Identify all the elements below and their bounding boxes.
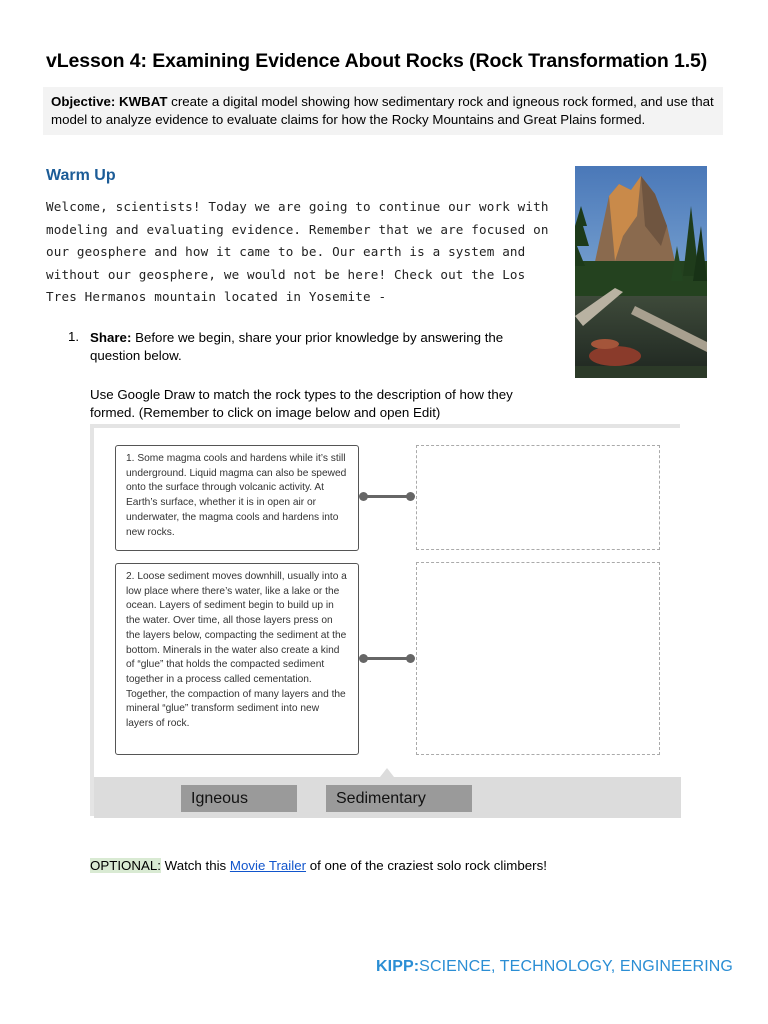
answer-drop-zone-1[interactable] — [416, 445, 660, 550]
description-card-1[interactable]: 1. Some magma cools and hardens while it’s still underground. Liquid magma can also be spewed onto the surface through volcanic activity. At Earth’s surface, whether it is in open air or underwater, the magma cools and hardens into new rocks. — [115, 445, 359, 551]
kipp-footer-logo — [376, 958, 733, 976]
footer-brand: KIPP: — [376, 958, 420, 975]
yosemite-photo-illustration — [575, 166, 707, 378]
objective-box — [43, 87, 723, 135]
question-label: Share: — [90, 330, 132, 345]
description-card-2[interactable]: 2. Loose sediment moves downhill, usually into a low place where there’s water, like a lake or the ocean. Layers of sediment begin to build up in the water. Over time, all those layers press on the layers below, compacting the sediment at the bottom. Minerals in the water also create a kind of “glue” that holds the compacted sediment together in a process called cementation. Together, the compaction of many layers and the mineral “glue” transform sediment into new layers of rock. — [115, 563, 359, 755]
warm-up-body: Welcome, scientists! Today we are going to continue our work with modeling and evaluating evidence. Remember that we are focused on our geosphere and how it came to be. Our earth is a system and without our geosphere, we would not be here! Check out the Los Tres Hermanos mountain located in Yosemite - — [46, 199, 549, 305]
question-number: 1. — [68, 329, 80, 344]
connector-end-dot-2[interactable] — [406, 654, 415, 663]
footer-text: SCIENCE, TECHNOLOGY, ENGINEERING — [419, 958, 733, 975]
yosemite-mountain-photo — [575, 166, 707, 378]
connector-end-dot-1[interactable] — [406, 492, 415, 501]
connector-line-1[interactable] — [364, 495, 410, 498]
warm-up-heading: Warm Up — [46, 167, 116, 184]
optional-label: OPTIONAL: — [90, 858, 161, 873]
movie-trailer-link[interactable]: Movie Trailer — [229, 858, 307, 873]
question-instructions: Use Google Draw to match the rock types to the description of how they formed. (Remember to click on image below and open Edit) — [90, 387, 513, 420]
sedimentary-label-chip[interactable]: Sedimentary — [326, 785, 472, 812]
objective-label: Objective: KWBAT — [51, 94, 168, 109]
connector-line-2[interactable] — [364, 657, 410, 660]
question-body: Before we begin, share your prior knowledge by answering the question below. — [90, 330, 504, 363]
question-text — [90, 329, 530, 365]
answer-drop-zone-2[interactable] — [416, 562, 660, 755]
objective-text: create a digital model showing how sedimentary rock and igneous rock formed, and use that model to analyze evidence to evaluate claims for how the Rocky Mountains and Great Plains formed. — [51, 94, 714, 127]
optional-after: of one of the craziest solo rock climbers! — [306, 858, 547, 873]
optional-note — [90, 858, 547, 873]
page-title: vLesson 4: Examining Evidence About Rocks (Rock Transformation 1.5) — [46, 50, 708, 72]
igneous-label-chip[interactable]: Igneous — [181, 785, 297, 812]
tray-pointer — [380, 768, 394, 777]
optional-before: Watch this — [160, 858, 230, 873]
